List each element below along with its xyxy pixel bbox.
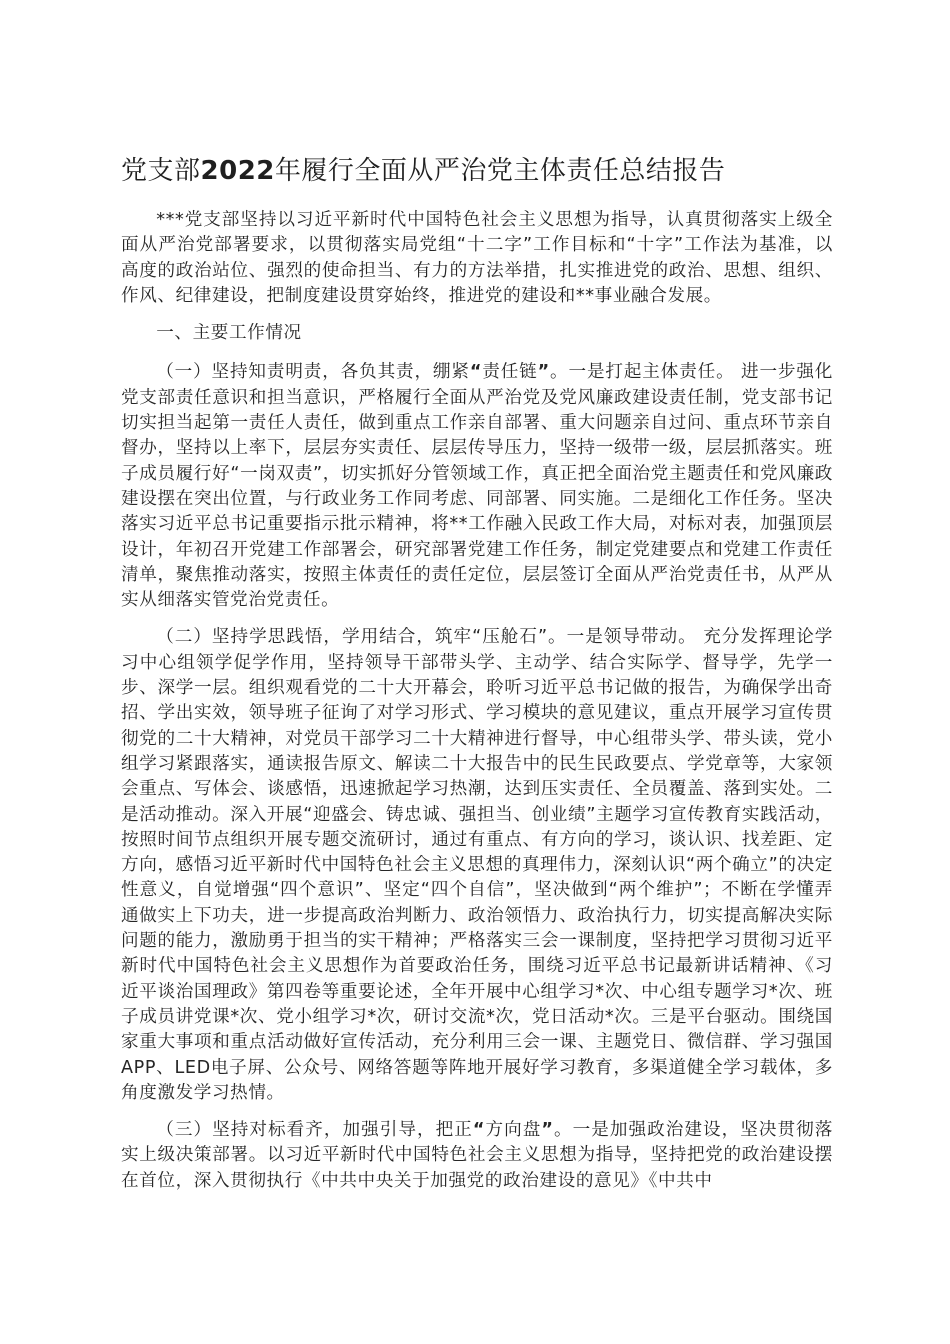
title-suffix: 年履行全面从严治党主体责任总结报告 (274, 156, 726, 186)
key-phrase: 责任链 (482, 362, 538, 383)
quote-close: ” (541, 1120, 554, 1141)
document-page (121, 152, 833, 1206)
paragraph-lead: （一）坚持知责明责，各负其责，绷紧 (156, 362, 470, 383)
paragraph-body: 。一是打起主体责任。 进一步强化党支部责任意识和担当意识，严格履行全面从严治党及党风廉政建设责任制，党支部书记切实担当起第一责任人责任，做到重点工作亲自部署、重大问题亲自过问、重点环节亲自督办，坚持以上率下，层层夯实责任、层层传导压力，坚持一级带一级，层层抓落实。班子成员履行好“一岗双责”，切实抓好分管领域工作，真正把全面治党主题责任和党风廉政建设摆在突出位置，与行政业务工作同考虑、同部署、同实施。二是细化工作任务。坚决落实习近平总书记重要指示批示精神，将**工作融入民政工作大局，对标对表，加强顶层设计，年初召开党建工作部署会，研究部署党建工作任务，制定党建要点和党建工作责任清单，聚焦推动落实，按照主体责任的责任定位，层层签订全面从严治党责任书，从严从实从细落实管党治党责任。 (121, 362, 833, 611)
paragraph-body: 。一是加强政治建设，坚决贯彻落实上级决策部署。以习近平新时代中国特色社会主义思想为指导，坚持把党的政治建设摆在首位，深入贯彻执行《中共中央关于加强党的政治建设的意见》《中共中 (121, 1120, 833, 1191)
section-heading: 一、主要工作情况 (156, 323, 302, 344)
paragraph-responsibility (121, 360, 833, 613)
paragraph-body: 一是领导带动。 充分发挥理论学习中心组领学促学作用，坚持领导干部带头学、主动学、结合实际学、督导学，先学一步、深学一层。组织观看党的二十大开幕会，聆听习近平总书记做的报告，为确保学出奇招、学出实效，领导班子征询了对学习形式、学习模块的意见建议，重点开展学习宣传贯彻党的二十大精神，对党员干部学习二十大精神进行督导，中心组带头学、带头读，党小组学习紧跟落实，通读报告原文、解读二十大报告中的民生民政要点、学党章等，大家领会重点、写体会、谈感悟，迅速掀起学习热潮，达到压实责任、全员覆盖、落到实处。二是活动推动。深入开展“迎盛会、铸忠诚、强担当、创业绩”主题学习宣传教育实践活动，按照时间节点组织开展专题交流研讨，通过有重点、有方向的学习，谈认识、找差距、定方向，感悟习近平新时代中国特色社会主义思想的真理伟力，深刻认识“两个确立”的决定性意义，自觉增强“四个意识”、坚定“四个自信”，坚决做到“两个维护”；不断在学懂弄通做实上下功夫，进一步提高政治判断力、政治领悟力、政治执行力，切实提高解决实际问题的能力，激励勇于担当的实干精神；严格落实三会一课制度，坚持把学习贯彻习近平新时代中国特色社会主义思想作为首要政治任务，围绕习近平总书记最新讲话精神、《习近平谈治国理政》第四卷等重要论述，全年开展中心组学习*次、中心组专题学习*次、班子成员讲党课*次、党小组学习*次，研讨交流*次，党日活动*次。三是平台驱动。围绕国家重大事项和重点活动做好宣传活动，充分利用三会一课、主题党日、微信群、学习强国APP、LED电子屏、公众号、网络答题等阵地开展好学习教育，多渠道健全学习载体，多角度激发学习热情。 (121, 627, 833, 1103)
quote-open: “ (472, 1120, 486, 1141)
paragraph-lead: （三）坚持对标看齐，加强引导，把正 (156, 1120, 473, 1141)
quote-open: “ (469, 362, 483, 383)
paragraph-lead: （二）坚持学思践悟，学用结合，筑牢“压舱石”。 (156, 627, 567, 648)
quote-close: ” (537, 362, 550, 383)
intro-paragraph: ***党支部坚持以习近平新时代中国特色社会主义思想为指导，认真贯彻落实上级全面从严治党部署要求，以贯彻落实局党组“十二字”工作目标和“十字”工作法为基准，以高度的政治站位、强烈的使命担当、有力的方法举措，扎实推进党的政治、思想、组织、作风、纪律建设，把制度建设贯穿始终，推进党的建设和**事业融合发展。 (121, 210, 833, 306)
title-year: 2022 (200, 156, 275, 186)
title-prefix: 党支部 (121, 156, 201, 186)
document-title (121, 152, 833, 190)
key-phrase: 方向盘 (485, 1120, 542, 1141)
paragraph-direction (121, 1118, 833, 1194)
paragraph-study (121, 625, 833, 1106)
